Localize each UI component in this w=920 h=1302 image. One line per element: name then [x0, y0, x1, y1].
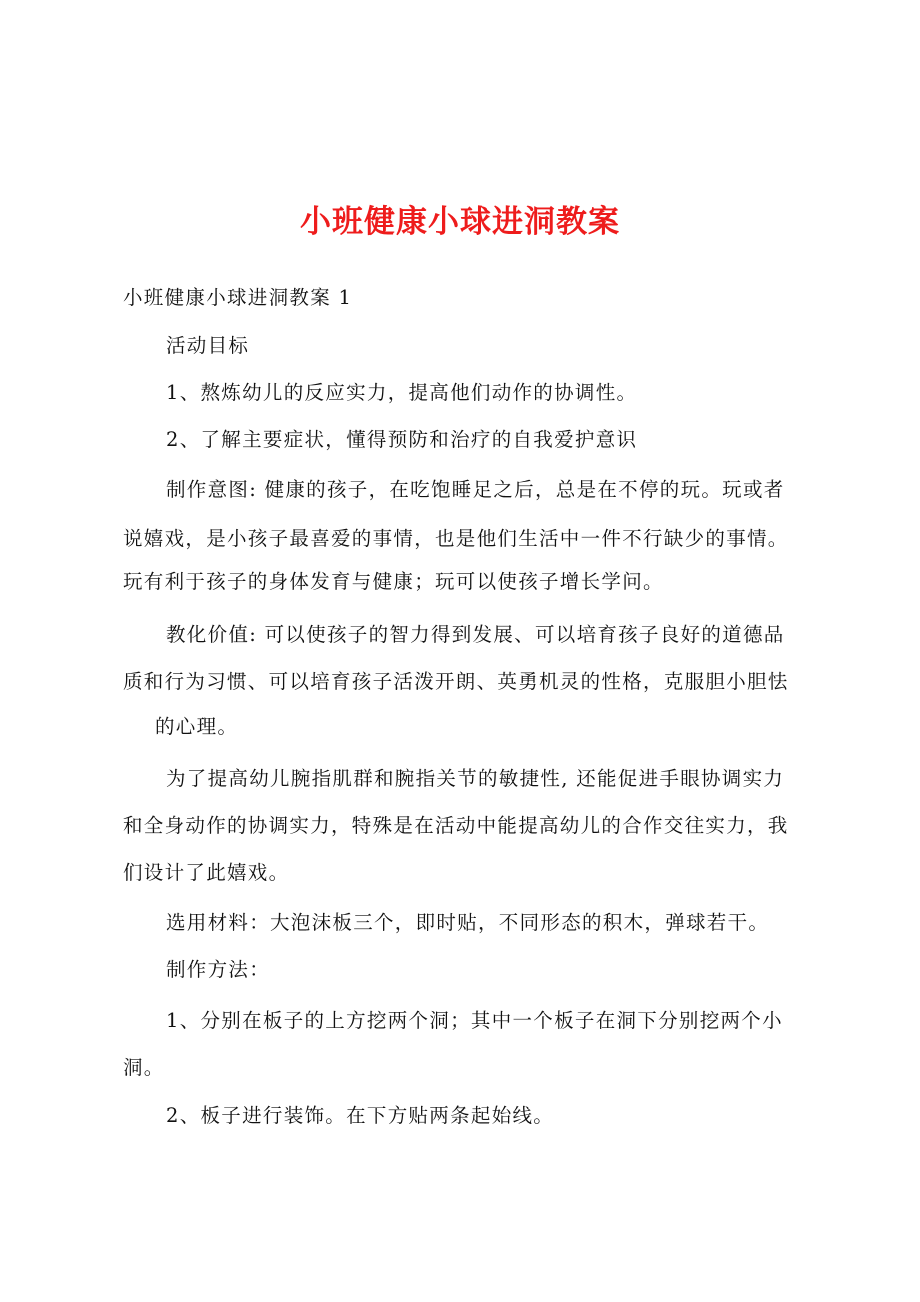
goals-heading: 活动目标 [166, 334, 250, 357]
document-title: 小班健康小球进洞教案 [300, 204, 620, 240]
materials-paragraph: 选用材料：大泡沫板三个，即时贴，不同形态的积木，弹球若干。 [166, 911, 770, 934]
value-paragraph-line: 质和行为习惯、可以培育孩子活泼开朗、英勇机灵的性格，克服胆小胆怯 [123, 670, 789, 693]
method-step-line: 1、分别在板子的上方挖两个洞；其中一个板子在洞下分别挖两个小 [166, 1009, 783, 1032]
purpose-paragraph-line: 制作意图: 健康的孩子，在吃饱睡足之后，总是在不停的玩。玩或者 [166, 478, 785, 501]
purpose-paragraph-line: 说嬉戏，是小孩子最喜爱的事情，也是他们生活中一件不行缺少的事情。 [123, 527, 789, 550]
section-subtitle: 小班健康小球进洞教案 1 [123, 286, 353, 309]
purpose-paragraph-line: 玩有利于孩子的身体发育与健康；玩可以使孩子增长学问。 [123, 570, 664, 593]
method-step-line: 洞。 [123, 1056, 165, 1079]
value-paragraph-line: 教化价值: 可以使孩子的智力得到发展、可以培育孩子良好的道德品 [166, 623, 785, 646]
goal-item: 1、熬炼幼儿的反应实力，提高他们动作的协调性。 [166, 381, 638, 404]
design-paragraph-line: 和全身动作的协调实力，特殊是在活动中能提高幼儿的合作交往实力，我 [123, 814, 789, 837]
design-paragraph-line: 为了提高幼儿腕指肌群和腕指关节的敏捷性, 还能促进手眼协调实力 [166, 767, 785, 790]
method-step-line: 2、板子进行装饰。在下方贴两条起始线。 [166, 1104, 555, 1127]
design-paragraph-line: 们设计了此嬉戏。 [123, 861, 290, 884]
value-paragraph-line: 的心理。 [155, 715, 239, 738]
goal-item: 2、了解主要症状，懂得预防和治疗的自我爱护意识 [166, 428, 638, 451]
method-heading: 制作方法： [166, 958, 271, 981]
